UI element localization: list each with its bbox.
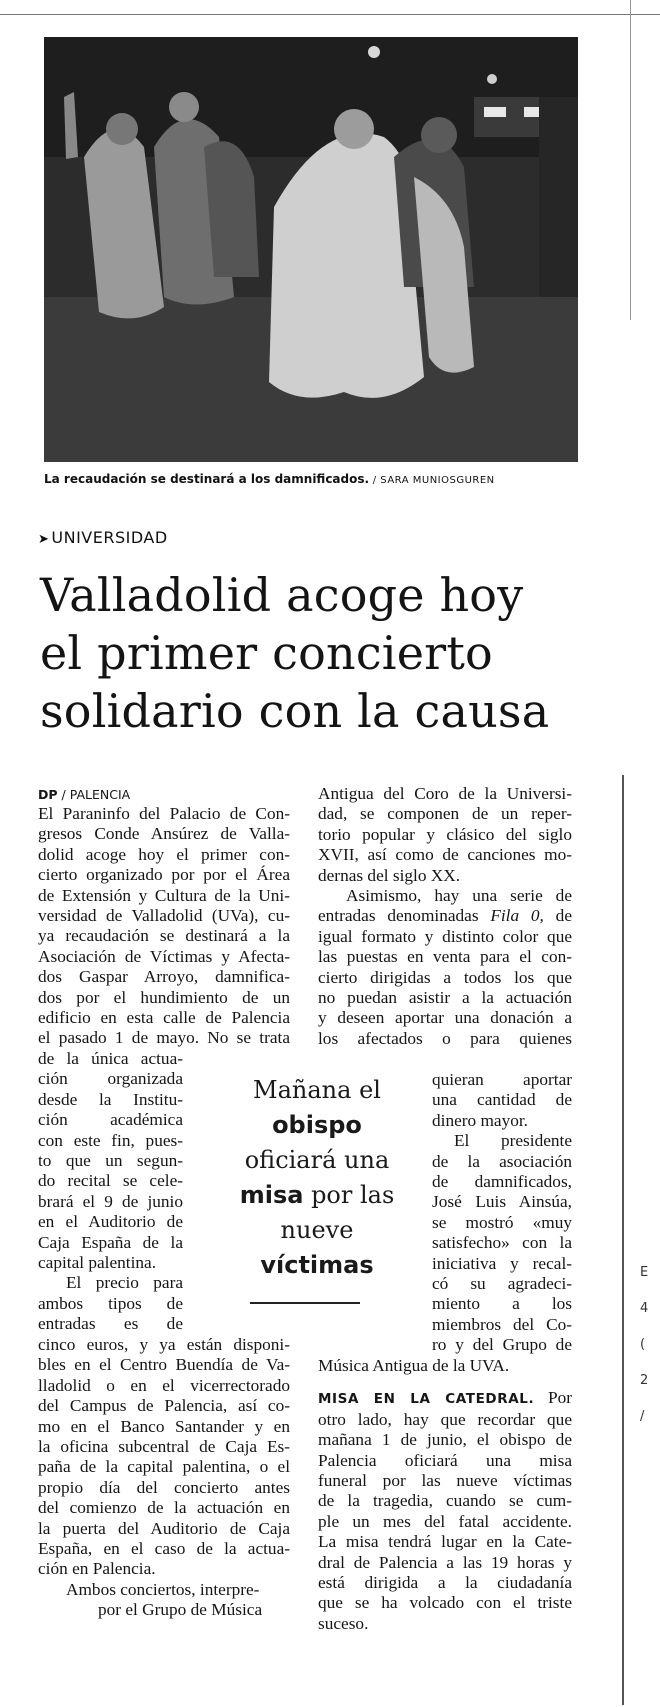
text-line: lladolid o en el vicerrectorado [38, 1375, 290, 1395]
text-line: miembros del Co- [432, 1314, 572, 1334]
text-line: de damnificados, [432, 1172, 572, 1192]
text-line: los afectados o para quienes [318, 1028, 572, 1048]
column-rule-right [622, 775, 624, 1705]
text-line: ción organizada [38, 1069, 183, 1089]
pull-quote-emphasis: misa [239, 1181, 304, 1209]
column-2-top [318, 784, 572, 1049]
text-line: suceso. [318, 1613, 369, 1633]
text-line: có su agradeci- [432, 1274, 572, 1294]
text-line: dad, se componen de un reper- [318, 804, 572, 824]
adjacent-page-fragment [640, 1255, 648, 1435]
text-line: que se ha volcado con el triste [318, 1593, 572, 1613]
text-line: de la única actua- [38, 1049, 183, 1068]
headline-line: solidario con la causa [40, 684, 550, 738]
text-line: Palencia oficiará una misa [318, 1450, 572, 1470]
photo-caption [44, 472, 604, 486]
text-line: de Extensión y Cultura de la Uni- [38, 885, 290, 905]
byline [38, 784, 290, 805]
caption-text: La recaudación se destinará a los damnificados. [44, 472, 370, 486]
section-label [38, 528, 168, 547]
pull-quote-line: nueve [280, 1216, 354, 1244]
byline-separator: / [57, 787, 70, 802]
column-1-narrow [38, 1049, 183, 1335]
text-line: El Paraninfo del Palacio de Con- [38, 804, 290, 823]
edge-glyph: 4 [640, 1301, 649, 1316]
text-line: dinero mayor. [432, 1110, 528, 1130]
text-line: de la asociación [432, 1151, 572, 1171]
edge-glyph: 2 [640, 1373, 649, 1388]
column-2-narrow [432, 1070, 572, 1356]
text-fragment: de [555, 906, 572, 926]
photo-scene [44, 37, 578, 462]
text-line: propio día del concierto antes [38, 1477, 290, 1497]
text-line: ción en Palencia. [38, 1559, 156, 1579]
text-line: ple un mes del fatal accidente. [318, 1511, 572, 1531]
text-line: entradas es de [38, 1314, 183, 1334]
pull-quote-rule [250, 1302, 360, 1304]
column-1-top [38, 804, 290, 1049]
column-2-bottom [318, 1356, 572, 1634]
text-line: mo en el Banco Santander y en [38, 1416, 290, 1436]
text-line: la puerta del Auditorio de Caja [38, 1518, 290, 1538]
text-line: la oficina subcentral de Caja Es- [38, 1437, 290, 1457]
text-line: cinco euros, y ya están disponi- [38, 1335, 290, 1354]
text-line: del comienzo de la actuación en [38, 1498, 290, 1518]
scan-top-edge [0, 14, 660, 15]
text-line: Asociación de Víctimas y Afecta- [38, 946, 290, 966]
text-line: con este fin, pues- [38, 1130, 183, 1150]
text-line: brará el 9 de junio [38, 1191, 183, 1211]
text-line: dos por el hundimiento de un [38, 987, 290, 1007]
text-line [318, 1388, 572, 1409]
text-line: torio popular y clásico del siglo [318, 824, 572, 844]
section-name: UNIVERSIDAD [51, 528, 168, 547]
text-line: por el Grupo de Música [98, 1600, 263, 1620]
text-line: en el Auditorio de [38, 1212, 183, 1232]
text-line: versidad de Valladolid (UVa), cu- [38, 906, 290, 926]
subheading: MISA EN LA CATEDRAL. [318, 1391, 535, 1408]
text-line: de la tragedia, cuando se cum- [318, 1491, 572, 1511]
text-line: está dirigida a la ciudadanía [318, 1573, 572, 1593]
headline [40, 566, 620, 740]
text-line: cierto dirigidas a todos los que [318, 967, 572, 987]
text-line: el pasado 1 de mayo. No se trata [38, 1028, 290, 1048]
text-line: José Luis Ainsúa, [432, 1192, 572, 1212]
text-line: gresos Conde Ansúrez de Valla- [38, 824, 290, 844]
text-line: desde la Institu- [38, 1089, 183, 1109]
text-line: mañana 1 de junio, el obispo de [318, 1430, 572, 1450]
photo-credit: / SARA MUNIOSGUREN [369, 475, 495, 486]
text-line: ción académica [38, 1110, 183, 1130]
byline-agency: DP [38, 787, 58, 802]
text-line: Ambos conciertos, interpre- [66, 1579, 260, 1599]
text-line: otro lado, hay que recordar que [318, 1409, 572, 1429]
pull-quote-text: por las [303, 1181, 395, 1209]
text-line: El precio para [66, 1273, 183, 1293]
text-line: Asimismo, hay una serie de [346, 886, 572, 906]
text-line: XVII, así como de canciones mo- [318, 845, 572, 865]
text-line: satisfecho» con la [432, 1233, 572, 1253]
pull-quote-line [212, 1178, 422, 1213]
headline-line: Valladolid acoge hoy [40, 568, 524, 622]
scan-right-edge [630, 0, 631, 320]
pull-quote-line: víctimas [260, 1251, 374, 1279]
pull-quote-line: obispo [272, 1111, 362, 1139]
text-line: paña de la capital palentina, o el [38, 1457, 290, 1477]
text-line: Caja España de la [38, 1232, 183, 1252]
section-arrow-icon: ➤ [38, 532, 50, 547]
text-line: ya recaudación se destinará a la [38, 926, 290, 946]
text-fragment: entradas denominadas [318, 906, 491, 926]
text-line: una cantidad de [432, 1090, 572, 1110]
text-line: quieran aportar [432, 1070, 572, 1089]
text-line: miento a los [432, 1294, 572, 1314]
text-line: España, en el caso de la actua- [38, 1539, 290, 1559]
paragraph-gap [318, 1376, 572, 1388]
pull-quote [212, 1073, 422, 1283]
text-line: dral de Palencia a las 19 horas y [318, 1552, 572, 1572]
text-line: dolid acoge hoy el primer con- [38, 844, 290, 864]
text-line: del Campus de Palencia, así co- [38, 1396, 290, 1416]
pull-quote-line: oficiará una [244, 1146, 390, 1174]
text-line: capital palentina. [38, 1253, 157, 1273]
text-line: igual formato y distinto color que [318, 926, 572, 946]
fila0-term: Fila 0, [490, 906, 544, 926]
text-line: ro y del Grupo de [432, 1335, 572, 1355]
text-line: funeral por las nueve víctimas [318, 1471, 572, 1491]
text-line: do recital se cele- [38, 1171, 183, 1191]
text-line: El presidente [454, 1131, 572, 1151]
text-fragment: Por [534, 1388, 572, 1408]
pull-quote-line: Mañana el [253, 1076, 381, 1104]
text-line: Música Antigua de la UVA. [318, 1356, 510, 1375]
byline-city: PALENCIA [69, 787, 131, 802]
text-line: Antigua del Coro de la Universi- [318, 784, 572, 803]
text-line: se mostró «muy [432, 1212, 572, 1232]
text-line: La misa tendrá lugar en la Cate- [318, 1532, 572, 1552]
text-line: ambos tipos de [38, 1293, 183, 1313]
text-line: iniciativa y recal- [432, 1253, 572, 1273]
text-line: las puestas en venta para el con- [318, 947, 572, 967]
edge-glyph: / [640, 1409, 645, 1424]
text-line: edificio en esta calle de Palencia [38, 1008, 290, 1028]
text-line: y deseen aportar una donación a [318, 1008, 572, 1028]
text-line: bles en el Centro Buendía de Va- [38, 1355, 290, 1375]
edge-glyph: E [640, 1265, 649, 1280]
text-line: no puedan asistir a la actuación [318, 988, 572, 1008]
news-photo [44, 37, 578, 462]
edge-glyph: ( [640, 1337, 646, 1352]
text-line: dernas del siglo XX. [318, 865, 461, 885]
text-line: dos Gaspar Arroyo, damnifica- [38, 967, 290, 987]
column-1-bottom [38, 1335, 290, 1621]
text-line [318, 906, 572, 926]
headline-line: el primer concierto [40, 626, 493, 680]
text-line: cierto organizado por por el Área [38, 865, 290, 885]
text-line: to que un segun- [38, 1151, 183, 1171]
